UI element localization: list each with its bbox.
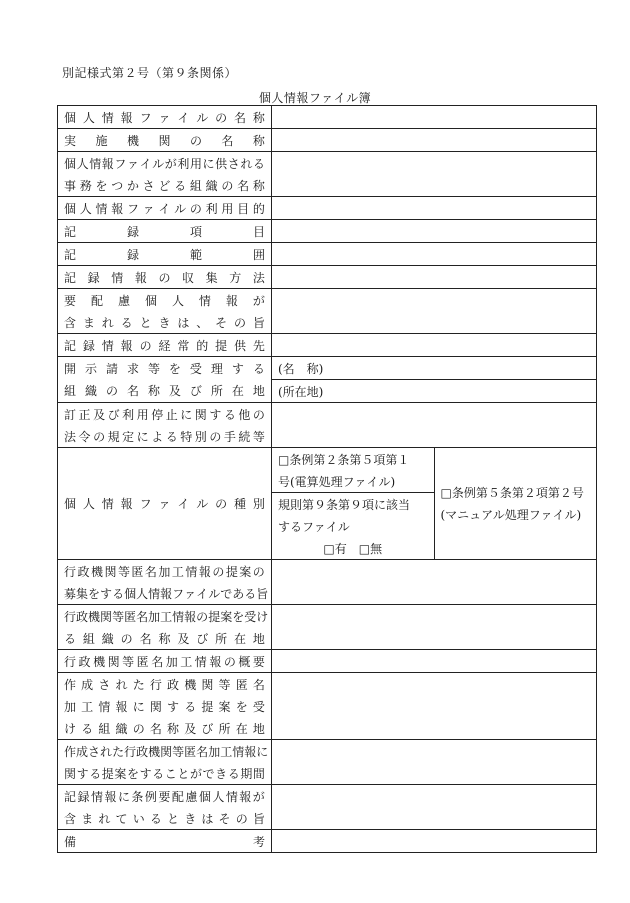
record-scope-value-field[interactable] (272, 243, 597, 266)
table-row (58, 197, 597, 220)
remarks-label (58, 830, 272, 853)
table-row (58, 334, 597, 357)
anon-overview-value-field[interactable] (272, 650, 597, 673)
sensitive-info-label (58, 289, 272, 334)
remarks-label-line: 備 考 (64, 834, 265, 849)
rule-applicable-label: 規則第９条第９項に該当 (278, 497, 411, 512)
anon-proposal-org-label-line: 行 政 機 関 等 匿 名 加 工 情 報 の 提 案 を 受 け (64, 609, 269, 624)
correction-label (58, 403, 272, 448)
agency-name-label-line: 実 施 機 関 の 名 称 (64, 133, 265, 148)
record-scope-label-line: 記 録 範 囲 (64, 247, 265, 262)
purpose-label-line: 個 人 情 報 フ ァ イ ル の 利 用 目 的 (64, 201, 265, 216)
electronic-file-label: □条例第２条第５項第１ (278, 452, 410, 467)
anon-proposal-period-label (58, 740, 272, 785)
table-row (58, 605, 597, 650)
collection-method-label-line: 記 録 情 報 の 収 集 方 法 (64, 270, 265, 285)
table-row (58, 403, 597, 448)
anon-created-proposal-label (58, 673, 272, 740)
regular-recipient-label (58, 334, 272, 357)
ordinance-sensitive-value-field[interactable] (272, 785, 597, 830)
agency-name-label (58, 129, 272, 152)
anon-created-proposal-label-line: 作 成 さ れ た 行 政 機 関 等 匿 名 (64, 677, 265, 692)
anon-proposal-org-label (58, 605, 272, 650)
rule-applicable-label: するファイル (278, 519, 350, 534)
anon-proposal-period-label-line: 関 す る 提 案 を す る こ と が で き る 期 間 (64, 766, 265, 781)
purpose-value-field[interactable] (272, 197, 597, 220)
table-row (58, 152, 597, 197)
remarks-value-field[interactable] (272, 830, 597, 853)
collection-method-label (58, 266, 272, 289)
regular-recipient-label-line: 記 録 情 報 の 経 常 的 提 供 先 (64, 338, 265, 353)
table-row (58, 785, 597, 830)
table-row (58, 243, 597, 266)
table-row (58, 830, 597, 853)
table-row (58, 129, 597, 152)
anon-created-proposal-label-line: け る 組 織 の 名 称 及 び 所 在 地 (64, 721, 265, 736)
collection-method-value-field[interactable] (272, 266, 597, 289)
record-items-value-field[interactable] (272, 220, 597, 243)
ordinance-sensitive-label (58, 785, 272, 830)
anon-proposal-period-value-field[interactable] (272, 740, 597, 785)
anon-proposal-org-label-line: る 組 織 の 名 称 及 び 所 在 地 (64, 631, 265, 646)
agency-name-value-field[interactable] (272, 129, 597, 152)
manual-file-label: (マニュアル処理ファイル) (440, 508, 582, 522)
organization-value-field[interactable] (272, 152, 597, 197)
sensitive-info-label-line: 含 ま れ る と き は 、 そ の 旨 (64, 315, 265, 330)
disclosure-name-value-field[interactable] (272, 357, 597, 380)
table-row (58, 560, 597, 605)
anon-proposal-org-value-field[interactable] (272, 605, 597, 650)
anon-created-proposal-label-line: 加 工 情 報 に 関 す る 提 案 を 受 (64, 699, 265, 714)
anon-proposal-period-label-line: 作 成 さ れ た 行 政 機 関 等 匿 名 加 工 情 報 に (64, 744, 269, 759)
correction-label-line: 訂 正 及 び 利 用 停 止 に 関 す る 他 の (64, 407, 265, 422)
table-row (58, 740, 597, 785)
table-row (58, 448, 597, 493)
record-scope-label (58, 243, 272, 266)
organization-label-line: 個 人 情 報 フ ァ イ ル が 利 用 に 供 さ れ る (64, 156, 265, 171)
file-name-value-field[interactable] (272, 106, 597, 129)
rule-applicable-cell (272, 493, 435, 560)
manual-file-checkbox[interactable] (434, 448, 597, 560)
ordinance-sensitive-label-line: 記 録 情 報 に 条 例 要 配 慮 個 人 情 報 が (64, 789, 265, 804)
disclosure-label-line: 組 織 の 名 称 及 び 所 在 地 (64, 384, 265, 398)
anon-overview-label-line: 行 政 機 関 等 匿 名 加 工 情 報 の 概 要 (64, 654, 265, 669)
record-items-label-line: 記 録 項 目 (64, 224, 265, 239)
file-type-label (58, 448, 272, 560)
anon-proposal-recruit-value-field[interactable] (272, 560, 597, 605)
form-title: 個人情報ファイル簿 (258, 91, 372, 105)
purpose-label (58, 197, 272, 220)
table-row (58, 357, 597, 380)
anon-proposal-recruit-label (58, 560, 272, 605)
disclosure-label-line: 開 示 請 求 等 を 受 理 す る (64, 362, 265, 376)
yes-no-checkbox[interactable]: □有 □無 (323, 541, 383, 556)
correction-label-line: 法 令 の 規 定 に よ る 特 別 の 手 続 等 (64, 429, 265, 444)
table-row (58, 220, 597, 243)
table-row (58, 673, 597, 740)
correction-value-field[interactable] (272, 403, 597, 448)
table-row (58, 266, 597, 289)
disclosure-address-label: (所在地) (278, 384, 324, 399)
table-row (58, 650, 597, 673)
record-items-label (58, 220, 272, 243)
electronic-file-checkbox[interactable] (272, 448, 435, 493)
form-header: 別記様式第２号（第９条関係） (62, 66, 238, 80)
sensitive-info-value-field[interactable] (272, 289, 597, 334)
table-row (58, 289, 597, 334)
table-row (58, 106, 597, 129)
anon-proposal-recruit-label-line: 行 政 機 関 等 匿 名 加 工 情 報 の 提 案 の (64, 564, 265, 579)
anon-proposal-recruit-label-line: 募 集 を す る 個 人 情 報 フ ァ イ ル で あ る 旨 (64, 586, 269, 601)
file-name-label (58, 106, 272, 129)
anon-created-proposal-value-field[interactable] (272, 673, 597, 740)
anon-overview-label (58, 650, 272, 673)
sensitive-info-label-line: 要 配 慮 個 人 情 報 が (64, 293, 265, 308)
regular-recipient-value-field[interactable] (272, 334, 597, 357)
file-type-label-line: 個 人 情 報 フ ァ イ ル の 種 別 (64, 497, 265, 511)
manual-file-label: □条例第５条第２項第２号 (440, 486, 584, 500)
organization-label (58, 152, 272, 197)
file-register-table (57, 105, 597, 853)
electronic-file-label: 号(電算処理ファイル) (278, 474, 396, 489)
ordinance-sensitive-label-line: 含 ま れ て い る と き は そ の 旨 (64, 811, 265, 826)
disclosure-address-value-field[interactable] (272, 380, 597, 403)
disclosure-label (58, 357, 272, 403)
organization-label-line: 事 務 を つ か さ ど る 組 織 の 名 称 (64, 178, 265, 193)
disclosure-name-label: (名 称) (278, 361, 324, 376)
file-name-label-line: 個 人 情 報 フ ァ イ ル の 名 称 (64, 110, 265, 125)
